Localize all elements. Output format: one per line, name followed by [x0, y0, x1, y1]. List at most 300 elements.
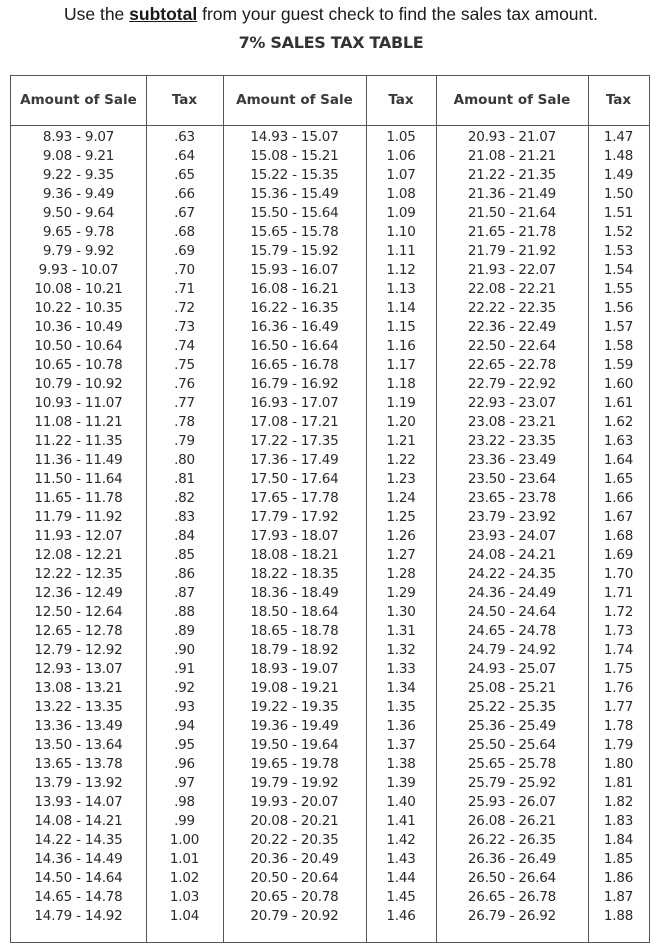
tax-cell: .64	[174, 148, 195, 164]
tax-cell: .89	[174, 623, 195, 639]
amount-cell: 25.50 - 25.64	[467, 737, 557, 753]
amount-cell: 23.08 - 23.21	[467, 414, 557, 430]
tax-cell: .91	[174, 661, 195, 677]
tax-cell: 1.81	[603, 775, 634, 791]
tax-cell: .75	[174, 357, 195, 373]
amount-cell: 15.50 - 15.64	[250, 205, 339, 221]
amount-cell: 25.22 - 25.35	[467, 699, 557, 715]
tax-cell: 1.28	[386, 566, 416, 582]
tax-cell: 1.43	[386, 851, 416, 867]
tax-cell: 1.88	[603, 908, 634, 924]
tax-cell: 1.68	[603, 528, 634, 544]
tax-cell: 1.16	[386, 338, 416, 354]
tax-cell: 1.73	[603, 623, 634, 639]
table-row	[11, 261, 649, 280]
amount-cell: 11.65 - 11.78	[34, 490, 123, 506]
tax-cell: .81	[174, 471, 195, 487]
tax-cell: 1.87	[603, 889, 634, 905]
tax-cell: 1.40	[386, 794, 416, 810]
amount-cell: 22.93 - 23.07	[467, 395, 557, 411]
table-row	[11, 546, 649, 565]
tax-cell: 1.79	[603, 737, 634, 753]
amount-cell: 16.36 - 16.49	[250, 319, 339, 335]
amount-cell: 14.36 - 14.49	[34, 851, 123, 867]
tax-cell: .79	[174, 433, 195, 449]
amount-cell: 12.22 - 12.35	[34, 566, 123, 582]
table-row	[11, 736, 649, 755]
tax-cell: 1.50	[603, 186, 634, 202]
tax-cell: 1.22	[386, 452, 416, 468]
amount-cell: 19.36 - 19.49	[250, 718, 339, 734]
amount-cell: 12.93 - 13.07	[34, 661, 123, 677]
header-tax-2: Tax	[388, 92, 414, 108]
tax-cell: 1.45	[386, 889, 416, 905]
amount-cell: 11.50 - 11.64	[34, 471, 123, 487]
amount-cell: 14.50 - 14.64	[34, 870, 123, 886]
table-row	[11, 299, 649, 318]
amount-cell: 24.79 - 24.92	[467, 642, 557, 658]
tax-cell: .86	[174, 566, 195, 582]
tax-cell: .80	[174, 452, 195, 468]
amount-cell: 13.65 - 13.78	[34, 756, 123, 772]
amount-cell: 16.22 - 16.35	[250, 300, 339, 316]
tax-cell: 1.31	[386, 623, 416, 639]
amount-cell: 14.93 - 15.07	[250, 129, 339, 145]
amount-cell: 26.08 - 26.21	[467, 813, 557, 829]
amount-cell: 13.36 - 13.49	[34, 718, 123, 734]
tax-cell: 1.47	[603, 129, 634, 145]
amount-cell: 13.08 - 13.21	[34, 680, 123, 696]
tax-cell: .87	[174, 585, 195, 601]
table-row	[11, 584, 649, 603]
amount-cell: 22.79 - 22.92	[467, 376, 557, 392]
tax-cell: 1.35	[386, 699, 416, 715]
tax-cell: 1.76	[603, 680, 634, 696]
tax-cell: 1.15	[386, 319, 416, 335]
tax-cell: 1.85	[603, 851, 634, 867]
amount-cell: 11.36 - 11.49	[34, 452, 123, 468]
tax-cell: 1.78	[603, 718, 634, 734]
table-row	[11, 242, 649, 261]
tax-cell: 1.21	[386, 433, 416, 449]
amount-cell: 21.36 - 21.49	[467, 186, 557, 202]
amount-cell: 20.36 - 20.49	[250, 851, 339, 867]
tax-cell: .63	[174, 129, 195, 145]
amount-cell: 26.79 - 26.92	[467, 908, 557, 924]
amount-cell: 16.50 - 16.64	[250, 338, 339, 354]
sales-tax-table	[10, 75, 650, 943]
table-row	[11, 831, 649, 850]
amount-cell: 26.36 - 26.49	[467, 851, 557, 867]
tax-cell: 1.09	[386, 205, 416, 221]
tax-cell: 1.48	[603, 148, 634, 164]
header-amount-of-sale-1: Amount of Sale	[20, 92, 137, 108]
amount-cell: 15.79 - 15.92	[250, 243, 339, 259]
amount-cell: 14.65 - 14.78	[34, 889, 123, 905]
amount-cell: 17.65 - 17.78	[250, 490, 339, 506]
tax-cell: 1.18	[386, 376, 416, 392]
amount-cell: 13.50 - 13.64	[34, 737, 123, 753]
amount-cell: 18.93 - 19.07	[250, 661, 339, 677]
table-row	[11, 755, 649, 774]
amount-cell: 16.79 - 16.92	[250, 376, 339, 392]
tax-cell: 1.25	[386, 509, 416, 525]
amount-cell: 21.93 - 22.07	[467, 262, 557, 278]
amount-cell: 20.93 - 21.07	[467, 129, 557, 145]
tax-cell: 1.59	[603, 357, 634, 373]
table-row	[11, 375, 649, 394]
tax-cell: .74	[174, 338, 195, 354]
amount-cell: 18.08 - 18.21	[250, 547, 339, 563]
table-row	[11, 451, 649, 470]
tax-cell: 1.32	[386, 642, 416, 658]
amount-cell: 12.50 - 12.64	[34, 604, 123, 620]
tax-cell: 1.64	[603, 452, 634, 468]
amount-cell: 23.36 - 23.49	[467, 452, 557, 468]
amount-cell: 22.36 - 22.49	[467, 319, 557, 335]
amount-cell: 11.79 - 11.92	[34, 509, 123, 525]
table-row	[11, 641, 649, 660]
tax-cell: 1.71	[603, 585, 634, 601]
tax-cell: 1.62	[603, 414, 634, 430]
tax-cell: 1.03	[169, 889, 200, 905]
amount-cell: 15.08 - 15.21	[250, 148, 339, 164]
table-row	[11, 888, 649, 907]
amount-cell: 26.22 - 26.35	[467, 832, 557, 848]
amount-cell: 19.65 - 19.78	[250, 756, 339, 772]
table-header	[11, 76, 649, 126]
tax-cell: 1.29	[386, 585, 416, 601]
amount-cell: 14.79 - 14.92	[34, 908, 123, 924]
amount-cell: 10.79 - 10.92	[34, 376, 123, 392]
table-row	[11, 356, 649, 375]
tax-cell: 1.10	[386, 224, 416, 240]
amount-cell: 19.50 - 19.64	[250, 737, 339, 753]
amount-cell: 23.93 - 24.07	[467, 528, 557, 544]
amount-cell: 21.22 - 21.35	[467, 167, 557, 183]
tax-cell: 1.69	[603, 547, 634, 563]
header-amount-of-sale-2: Amount of Sale	[236, 92, 353, 108]
tax-cell: 1.61	[603, 395, 634, 411]
tax-cell: 1.72	[603, 604, 634, 620]
amount-cell: 9.79 - 9.92	[42, 243, 115, 259]
amount-cell: 19.08 - 19.21	[250, 680, 339, 696]
amount-cell: 18.65 - 18.78	[250, 623, 339, 639]
amount-cell: 9.36 - 9.49	[42, 186, 115, 202]
amount-cell: 9.22 - 9.35	[42, 167, 115, 183]
amount-cell: 20.22 - 20.35	[250, 832, 339, 848]
tax-cell: 1.70	[603, 566, 634, 582]
amount-cell: 23.65 - 23.78	[467, 490, 557, 506]
tax-cell: 1.66	[603, 490, 634, 506]
amount-cell: 21.08 - 21.21	[467, 148, 557, 164]
amount-cell: 16.65 - 16.78	[250, 357, 339, 373]
tax-cell: 1.20	[386, 414, 416, 430]
table-row	[11, 527, 649, 546]
table-row	[11, 166, 649, 185]
tax-cell: 1.17	[386, 357, 416, 373]
tax-cell: 1.24	[386, 490, 416, 506]
tax-cell: 1.77	[603, 699, 634, 715]
tax-cell: 1.02	[169, 870, 200, 886]
tax-cell: 1.41	[386, 813, 416, 829]
tax-cell: 1.83	[603, 813, 634, 829]
tax-cell: .88	[174, 604, 195, 620]
amount-cell: 18.36 - 18.49	[250, 585, 339, 601]
header-amount-of-sale-3: Amount of Sale	[453, 92, 571, 108]
tax-cell: .68	[174, 224, 195, 240]
tax-cell: .85	[174, 547, 195, 563]
tax-cell: .98	[174, 794, 195, 810]
tax-cell: 1.55	[603, 281, 634, 297]
tax-cell: 1.37	[386, 737, 416, 753]
tax-cell: 1.53	[603, 243, 634, 259]
instruction-after: from your guest check to find the sales tax amount.	[197, 4, 598, 24]
tax-cell: 1.54	[603, 262, 634, 278]
amount-cell: 10.22 - 10.35	[34, 300, 123, 316]
tax-cell: 1.74	[603, 642, 634, 658]
amount-cell: 13.22 - 13.35	[34, 699, 123, 715]
amount-cell: 25.08 - 25.21	[467, 680, 557, 696]
table-row	[11, 907, 649, 926]
amount-cell: 10.36 - 10.49	[34, 319, 123, 335]
table-row	[11, 432, 649, 451]
table-row	[11, 280, 649, 299]
amount-cell: 10.08 - 10.21	[34, 281, 123, 297]
tax-cell: 1.67	[603, 509, 634, 525]
amount-cell: 13.93 - 14.07	[34, 794, 123, 810]
amount-cell: 11.22 - 11.35	[34, 433, 123, 449]
tax-cell: 1.56	[603, 300, 634, 316]
amount-cell: 21.79 - 21.92	[467, 243, 557, 259]
amount-cell: 17.79 - 17.92	[250, 509, 339, 525]
amount-cell: 19.22 - 19.35	[250, 699, 339, 715]
tax-cell: 1.04	[169, 908, 200, 924]
tax-cell: 1.08	[386, 186, 416, 202]
amount-cell: 17.08 - 17.21	[250, 414, 339, 430]
table-row	[11, 603, 649, 622]
amount-cell: 25.65 - 25.78	[467, 756, 557, 772]
tax-cell: 1.49	[603, 167, 634, 183]
amount-cell: 14.22 - 14.35	[34, 832, 123, 848]
amount-cell: 22.50 - 22.64	[467, 338, 557, 354]
amount-cell: 20.08 - 20.21	[250, 813, 339, 829]
table-row	[11, 717, 649, 736]
amount-cell: 13.79 - 13.92	[34, 775, 123, 791]
tax-cell: 1.75	[603, 661, 634, 677]
amount-cell: 10.50 - 10.64	[34, 338, 123, 354]
amount-cell: 24.36 - 24.49	[467, 585, 557, 601]
amount-cell: 24.65 - 24.78	[467, 623, 557, 639]
tax-cell: .78	[174, 414, 195, 430]
tax-cell: 1.58	[603, 338, 634, 354]
tax-cell: .84	[174, 528, 195, 544]
amount-cell: 16.93 - 17.07	[250, 395, 339, 411]
amount-cell: 22.22 - 22.35	[467, 300, 557, 316]
amount-cell: 12.08 - 12.21	[34, 547, 123, 563]
amount-cell: 24.22 - 24.35	[467, 566, 557, 582]
table-row	[11, 812, 649, 831]
amount-cell: 17.22 - 17.35	[250, 433, 339, 449]
tax-cell: 1.60	[603, 376, 634, 392]
amount-cell: 26.50 - 26.64	[467, 870, 557, 886]
tax-cell: 1.51	[603, 205, 634, 221]
tax-cell: 1.38	[386, 756, 416, 772]
amount-cell: 9.93 - 10.07	[38, 262, 119, 278]
tax-cell: 1.26	[386, 528, 416, 544]
table-row	[11, 660, 649, 679]
tax-cell: 1.82	[603, 794, 634, 810]
amount-cell: 10.93 - 11.07	[34, 395, 123, 411]
tax-cell: .95	[174, 737, 195, 753]
amount-cell: 17.36 - 17.49	[250, 452, 339, 468]
amount-cell: 15.22 - 15.35	[250, 167, 339, 183]
amount-cell: 9.08 - 9.21	[42, 148, 115, 164]
amount-cell: 15.93 - 16.07	[250, 262, 339, 278]
amount-cell: 20.65 - 20.78	[250, 889, 339, 905]
tax-cell: 1.39	[386, 775, 416, 791]
tax-cell: .77	[174, 395, 195, 411]
tax-cell: 1.80	[603, 756, 634, 772]
amount-cell: 18.22 - 18.35	[250, 566, 339, 582]
table-row	[11, 204, 649, 223]
amount-cell: 24.93 - 25.07	[467, 661, 557, 677]
amount-cell: 20.79 - 20.92	[250, 908, 339, 924]
amount-cell: 17.50 - 17.64	[250, 471, 339, 487]
table-row	[11, 793, 649, 812]
amount-cell: 18.50 - 18.64	[250, 604, 339, 620]
tax-cell: 1.23	[386, 471, 416, 487]
tax-cell: 1.33	[386, 661, 416, 677]
amount-cell: 23.79 - 23.92	[467, 509, 557, 525]
amount-cell: 11.08 - 11.21	[34, 414, 123, 430]
amount-cell: 26.65 - 26.78	[467, 889, 557, 905]
amount-cell: 25.79 - 25.92	[467, 775, 557, 791]
tax-cell: .72	[174, 300, 195, 316]
amount-cell: 16.08 - 16.21	[250, 281, 339, 297]
tax-cell: .71	[174, 281, 195, 297]
tax-cell: 1.52	[603, 224, 634, 240]
tax-cell: 1.30	[386, 604, 416, 620]
tax-cell: .99	[174, 813, 195, 829]
amount-cell: 23.22 - 23.35	[467, 433, 557, 449]
header-tax-3: Tax	[605, 92, 632, 108]
instruction-emphasis: subtotal	[129, 4, 198, 24]
tax-cell: 1.27	[386, 547, 416, 563]
table-title: 7% SALES TAX TABLE	[238, 33, 424, 52]
amount-cell: 12.36 - 12.49	[34, 585, 123, 601]
tax-cell: 1.44	[386, 870, 416, 886]
table-row	[11, 185, 649, 204]
table-row	[11, 565, 649, 584]
tax-cell: .70	[174, 262, 195, 278]
tax-cell: .69	[174, 243, 195, 259]
tax-cell: 1.19	[386, 395, 416, 411]
tax-cell: .94	[174, 718, 195, 734]
table-row	[11, 394, 649, 413]
table-row	[11, 489, 649, 508]
tax-cell: .97	[174, 775, 195, 791]
tax-cell: .82	[174, 490, 195, 506]
table-row	[11, 147, 649, 166]
amount-cell: 15.65 - 15.78	[250, 224, 339, 240]
table-row	[11, 413, 649, 432]
amount-cell: 25.93 - 26.07	[467, 794, 557, 810]
amount-cell: 24.50 - 24.64	[467, 604, 557, 620]
amount-cell: 18.79 - 18.92	[250, 642, 339, 658]
amount-cell: 25.36 - 25.49	[467, 718, 557, 734]
table-row	[11, 318, 649, 337]
amount-cell: 19.93 - 20.07	[250, 794, 339, 810]
tax-cell: 1.07	[386, 167, 416, 183]
tax-cell: .96	[174, 756, 195, 772]
table-row	[11, 128, 649, 147]
tax-cell: 1.01	[169, 851, 200, 867]
table-row	[11, 698, 649, 717]
tax-cell: 1.34	[386, 680, 416, 696]
tax-cell: .65	[174, 167, 195, 183]
amount-cell: 22.08 - 22.21	[467, 281, 557, 297]
table-row	[11, 679, 649, 698]
amount-cell: 8.93 - 9.07	[42, 129, 115, 145]
amount-cell: 15.36 - 15.49	[250, 186, 339, 202]
tax-cell: .92	[174, 680, 195, 696]
amount-cell: 21.50 - 21.64	[467, 205, 557, 221]
amount-cell: 10.65 - 10.78	[34, 357, 123, 373]
amount-cell: 11.93 - 12.07	[34, 528, 123, 544]
amount-cell: 20.50 - 20.64	[250, 870, 339, 886]
tax-cell: 1.05	[386, 129, 416, 145]
tax-cell: 1.36	[386, 718, 416, 734]
tax-cell: 1.57	[603, 319, 634, 335]
table-row	[11, 223, 649, 242]
table-row	[11, 337, 649, 356]
amount-cell: 9.50 - 9.64	[42, 205, 115, 221]
amount-cell: 9.65 - 9.78	[42, 224, 115, 240]
tax-cell: 1.14	[386, 300, 416, 316]
tax-cell: .83	[174, 509, 195, 525]
tax-cell: 1.86	[603, 870, 634, 886]
amount-cell: 12.65 - 12.78	[34, 623, 123, 639]
tax-cell: .67	[174, 205, 195, 221]
amount-cell: 23.50 - 23.64	[467, 471, 557, 487]
table-row	[11, 622, 649, 641]
tax-cell: 1.65	[603, 471, 634, 487]
table-row	[11, 470, 649, 489]
table-row	[11, 869, 649, 888]
table-body	[11, 128, 649, 926]
table-row	[11, 850, 649, 869]
amount-cell: 12.79 - 12.92	[34, 642, 123, 658]
amount-cell: 22.65 - 22.78	[467, 357, 557, 373]
tax-cell: 1.12	[386, 262, 416, 278]
tax-cell: 1.11	[386, 243, 416, 259]
tax-cell: 1.13	[386, 281, 416, 297]
amount-cell: 21.65 - 21.78	[467, 224, 557, 240]
tax-cell: 1.63	[603, 433, 634, 449]
tax-cell: 1.46	[386, 908, 416, 924]
tax-cell: 1.84	[603, 832, 634, 848]
tax-cell: .90	[174, 642, 195, 658]
tax-cell: 1.06	[386, 148, 416, 164]
tax-cell: 1.00	[169, 832, 200, 848]
amount-cell: 17.93 - 18.07	[250, 528, 339, 544]
table-row	[11, 508, 649, 527]
amount-cell: 14.08 - 14.21	[34, 813, 123, 829]
tax-cell: .66	[174, 186, 195, 202]
tax-cell: .73	[174, 319, 195, 335]
amount-cell: 24.08 - 24.21	[467, 547, 557, 563]
